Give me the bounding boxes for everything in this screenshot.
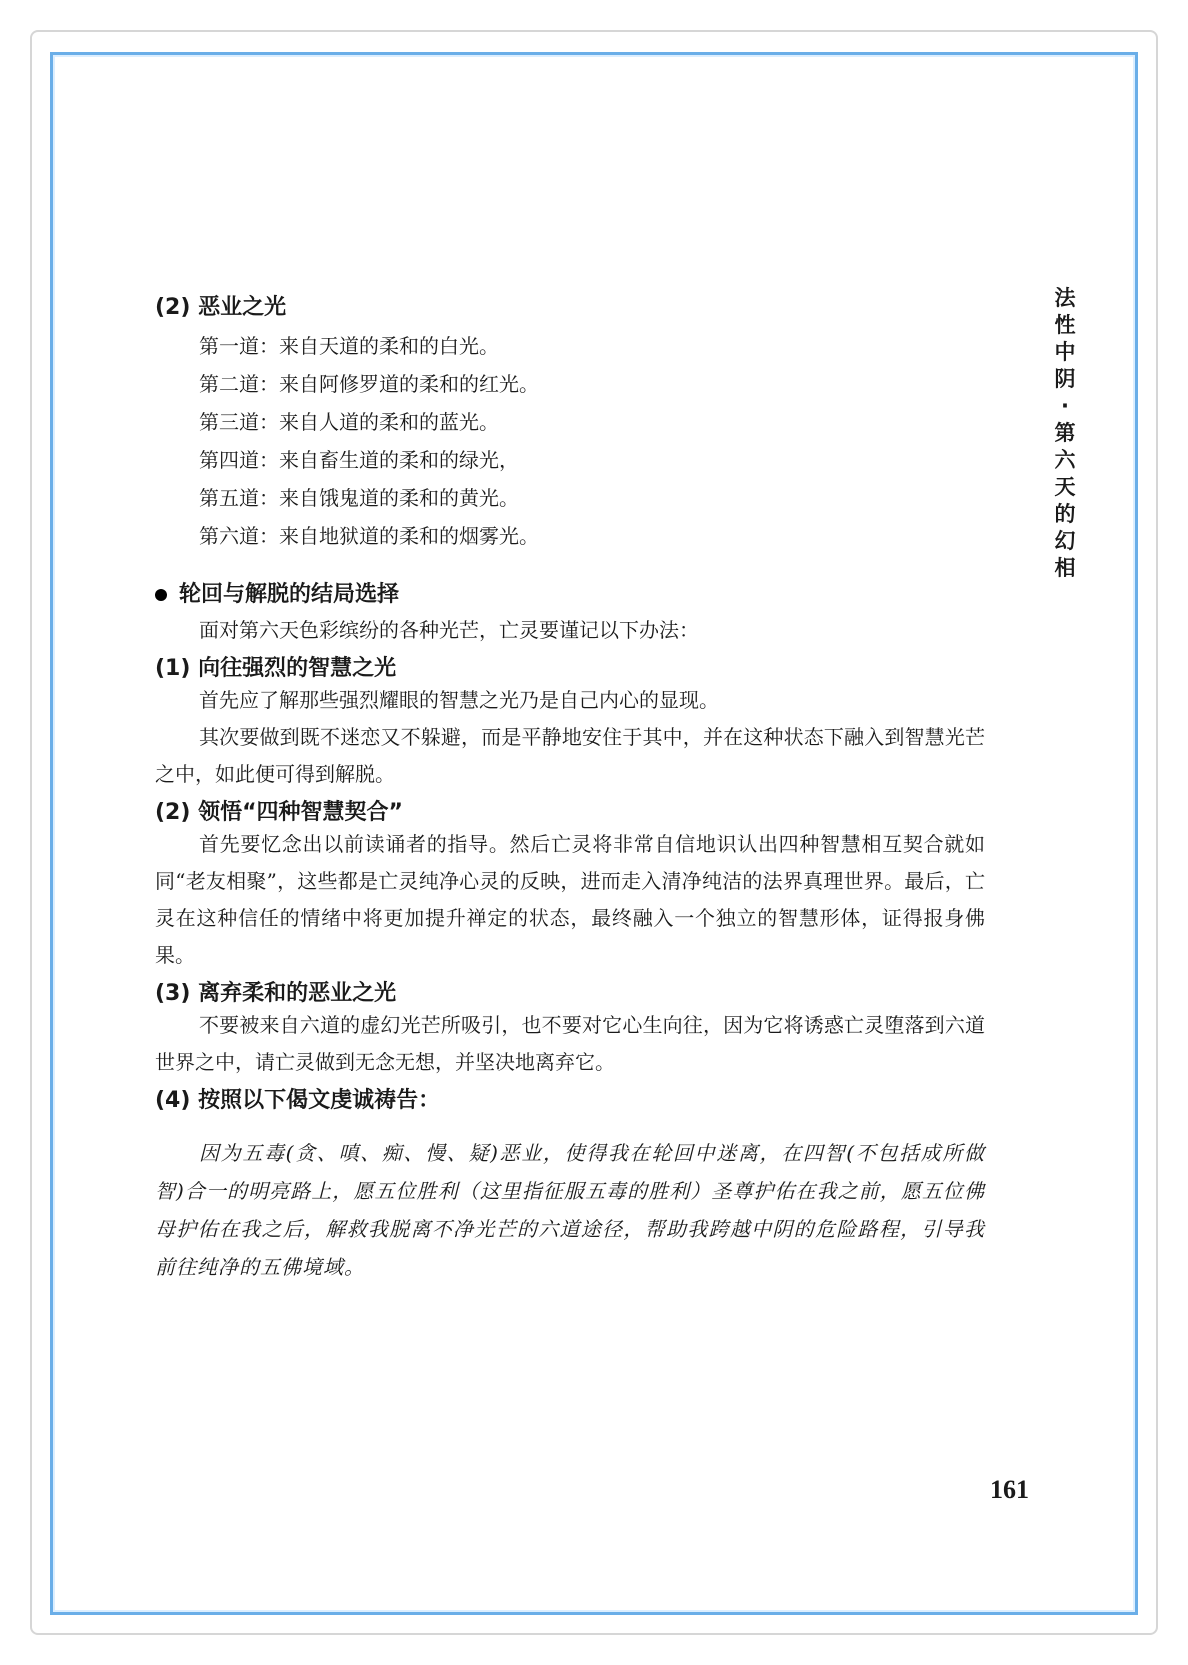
- page-number: 161: [990, 1475, 1029, 1504]
- section-heading: (2) 领悟“四种智慧契合”: [155, 800, 403, 825]
- list-item: 第二道：来自阿修罗道的柔和的红光。: [199, 372, 539, 396]
- paragraph: 其次要做到既不迷恋又不躲避，而是平静地安住于其中，并在这种状态下融入到智慧光芒之中，如此便可得到解脱。: [155, 725, 985, 786]
- paragraph: 面对第六天色彩缤纷的各种光芒，亡灵要谨记以下办法：: [199, 618, 699, 642]
- list-item: 第三道：来自人道的柔和的蓝光。: [199, 410, 499, 434]
- side-title-char: 天: [1054, 475, 1076, 499]
- side-title-char: 法: [1054, 286, 1076, 310]
- paragraph: 首先应了解那些强烈耀眼的智慧之光乃是自己内心的显现。: [199, 688, 719, 712]
- list-item: 第五道：来自饿鬼道的柔和的黄光。: [199, 486, 519, 510]
- main-content: [155, 290, 985, 1306]
- side-title-char: 性: [1054, 313, 1076, 337]
- paragraph: 不要被来自六道的虚幻光芒所吸引，也不要对它心生向往，因为它将诱惑亡灵堕落到六道世界之中，请亡灵做到无念无想，并坚决地离弃它。: [155, 1013, 985, 1074]
- side-title-char: 幻: [1054, 529, 1076, 553]
- side-title-char: 的: [1054, 502, 1076, 526]
- list-item: 第六道：来自地狱道的柔和的烟雾光。: [199, 524, 539, 548]
- section-heading: (3) 离弃柔和的恶业之光: [155, 981, 397, 1006]
- list-item: 第一道：来自天道的柔和的白光。: [199, 334, 499, 358]
- side-title-char: 阴: [1054, 367, 1076, 391]
- section-heading: (1) 向往强烈的智慧之光: [155, 656, 397, 681]
- section-heading: (4) 按照以下偈文虔诚祷告：: [155, 1088, 441, 1113]
- section-heading: (2) 恶业之光: [155, 295, 287, 320]
- subsection-title: 轮回与解脱的结局选择: [179, 582, 400, 607]
- bullet-icon: [155, 589, 167, 601]
- side-title-char: ·: [1061, 394, 1069, 418]
- side-title-char: 第: [1054, 421, 1076, 445]
- light-list: [155, 327, 985, 555]
- running-header: [1050, 285, 1080, 582]
- prayer-text: 因为五毒(贪、嗔、痴、慢、疑)恶业，使得我在轮回中迷离，在四智(不包括成所做智)合一的明亮路上，愿五位胜利（这里指征服五毒的胜利）圣尊护佑在我之前，愿五位佛母护佑在我之后，解救我脱离不净光芒的六道途径，帮助我跨越中阴的危险路程，引导我前往纯净的五佛境域。: [155, 1141, 985, 1279]
- side-title-char: 中: [1054, 340, 1076, 364]
- side-title-char: 六: [1054, 448, 1076, 472]
- subsection-heading: [155, 577, 985, 608]
- paragraph: 首先要忆念出以前读诵者的指导。然后亡灵将非常自信地识认出四种智慧相互契合就如同“老友相聚”，这些都是亡灵纯净心灵的反映，进而走入清净纯洁的法界真理世界。最后，亡灵在这种信任的情绪中将更加提升禅定的状态，最终融入一个独立的智慧形体，证得报身佛果。: [155, 832, 985, 967]
- side-title-char: 相: [1054, 556, 1076, 580]
- list-item: 第四道：来自畜生道的柔和的绿光，: [199, 448, 519, 472]
